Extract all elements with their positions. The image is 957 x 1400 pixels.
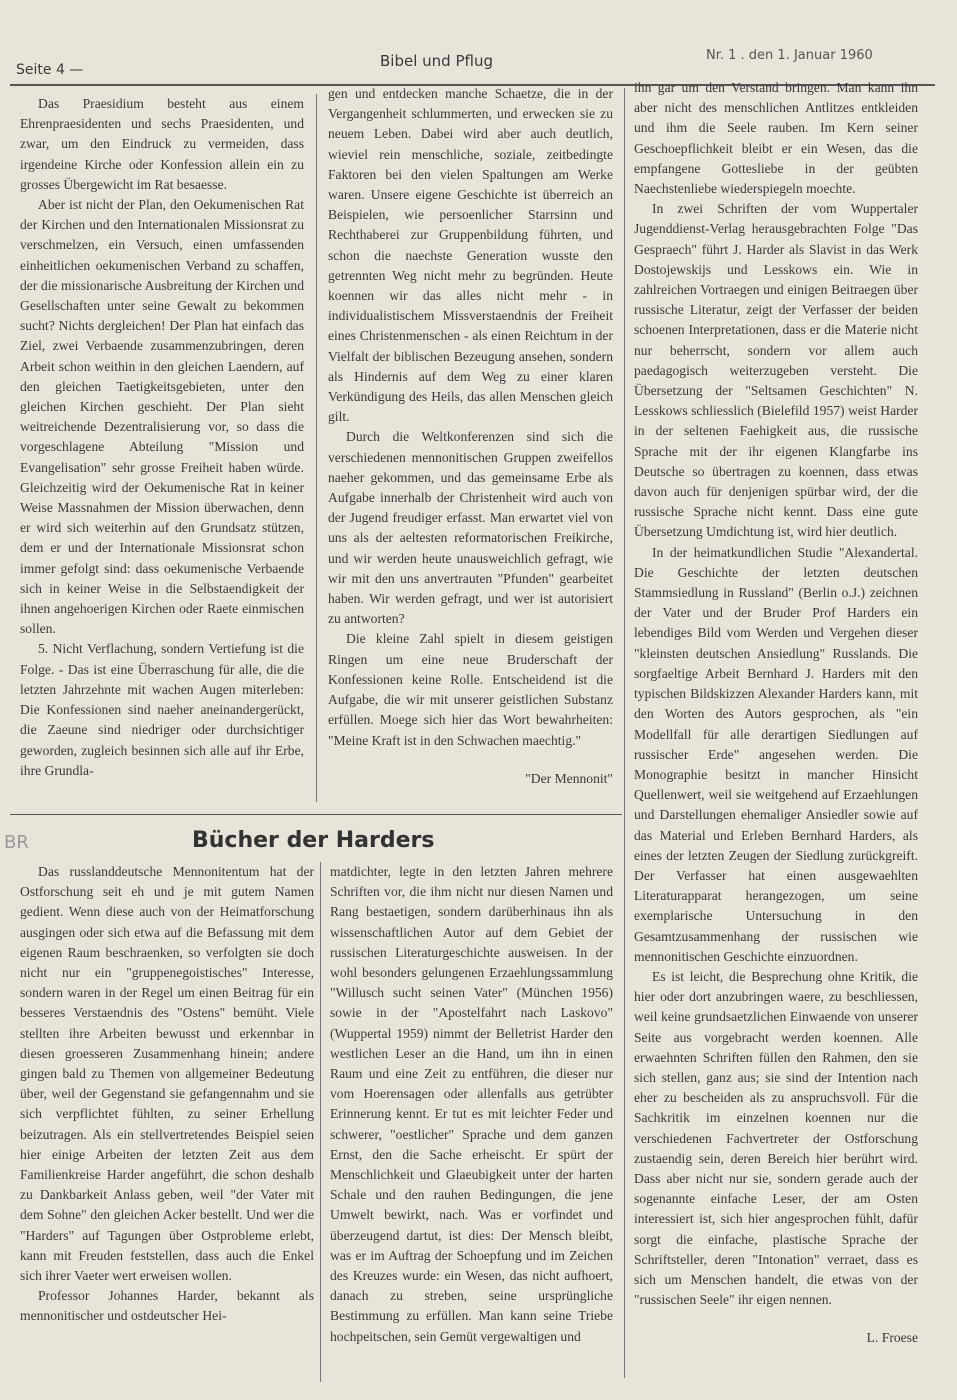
source-credit: "Der Mennonit"	[525, 770, 613, 786]
column-divider	[320, 862, 321, 1382]
top-column-2	[328, 84, 613, 789]
paragraph: ihn gar um den Verstand bringen. Man kann ihn aber nicht des menschlichen Antlitzes entkleiden und ihm die Seele rauben. Im Kern seiner Geschoepflichkeit bleibt er ein Wesen, das die empfangene Gottesliebe in der geübten Naechstenliebe wiederspiegeln moechte.	[634, 80, 918, 197]
section-rule	[10, 814, 622, 815]
paragraph: In der heimatkundlichen Studie "Alexandertal. Die Geschichte der letzten deutschen Stammsiedlung in Russland" (Berlin o.J.) zeichnen der Vater und der Bruder Prof Harders ein lebendiges Bild vom Werden und Vergehen dieser "kleinsten deutschen Ansiedlung" Russlands. Die sorgfaeltige Arbeit Bernhard J. Harders mit den typischen Bildskizzen Alexander Harders kann, mit den Worten des Autors gesprochen, als "ein Modellfall für alle derartigen Siedlungen auf russischer Erde" angesehen werden. Die Monographie besitzt in mancher Hinsicht Quellenwert, weil sie weitgehend auf Erzaehlungen und Darstellungen ehemaliger Ansiedler sowie auf das Material und Erleben Bernhard Harders, als eines der letzten Zeugen der Siedlung zurückgreift. Der Verfasser hat einen ausgewaehlten Literaturapparat herangezogen, um seine exemplarische Untersuchung in den Gesamtzusammenhang der russischen wie mennonitischen Geschichte einzuordnen.	[634, 544, 918, 964]
page-number: Seite 4 —	[16, 62, 84, 78]
author-signature: L. Froese	[866, 1330, 918, 1346]
right-column	[634, 78, 918, 1349]
paragraph: Die kleine Zahl spielt in diesem geistigen Ringen um eine neue Bruderschaft der Konfessionen keine Rolle. Entscheidend ist die Aufgabe, die wir mit unserer geistlichen Substanz erfüllen. Moege sich hier das Wort bewahrheiten: "Meine Kraft ist in den Schwachen maechtig."	[328, 631, 613, 748]
paragraph: Professor Johannes Harder, bekannt als mennonitischer und ostdeutscher Hei-	[20, 1288, 314, 1324]
column-divider	[624, 88, 625, 1378]
article-column-1	[20, 862, 314, 1327]
paragraph: Das Praesidium besteht aus einem Ehrenpraesidenten und sechs Praesidenten, und zwar, um den Eindruck zu vermeiden, dass irgendeine Kirche oder Konfession allein ein zu grosses Übergewicht im Rat besaesse.	[20, 96, 304, 192]
article-column-2	[330, 862, 613, 1347]
publication-title: Bibel und Pflug	[380, 52, 493, 70]
issue-date: Nr. 1 . den 1. Januar 1960	[706, 48, 873, 63]
paragraph: Das russlanddeutsche Mennonitentum hat der Ostforschung seit eh und je mit gutem Namen gedient. Wenn diese auch von der Heimatforschung ausgingen oder sich etwa auf die Befassung mit dem eigenen Raum beschraenken, so verfolgten sie doch nicht nur ein "gruppenegoistisches" Interesse, sondern waren in der Regel um einen Beitrag für ein besseres Verstaendnis des "Ostens" bemüht. Viele stellten ihre Arbeiten bewusst und erkennbar in diesen groesseren Zusammenhang hinein; andere gingen bald zu Themen von allgemeiner Bedeutung über, weil der Gegenstand sie gefangennahm und sie sich verpflichtet fühlten, zu seiner Erhellung beizutragen. Als ein stellvertretendes Beispiel seien hier einige Arbeiten der letzten Zeit aus dem Familienkreise Harder angeführt, die schon deshalb zu Dankbarkeit Anlass geben, weil "der Vater mit dem Sohne" den gleichen Acker bestellt. Und wer die "Harders" auf Tagungen über Ostprobleme erlebt, kann mit Freuden feststellen, dass auch die Enkel sich ihrer Vaeter wert erweisen wollen.	[20, 864, 314, 1284]
paragraph: matdichter, legte in den letzten Jahren mehrere Schriften vor, die ihm nicht nur diesen Namen und Rang bestaetigen, sondern darüberhinaus ihn als wissenschaftlichen Autor auf dem Gebiet der russischen Literaturgeschichte ausweisen. In der wohl besonders gelungenen Erzaehlungssammlung "Willusch sucht seinen Vater" (München 1956) sowie in der "Apostelfahrt nach Laskovo" (Wuppertal 1959) nimmt der Belletrist Harder den westlichen Leser an die Hand, um ihn in einen Raum und eine Zeit zu entführen, die dieser nur vom Hoerensagen oder allenfalls aus getrübter Erinnerung kennt. Er tut es mit leichter Feder und schwerer, "oestlicher" Sprache und dem ganzen Ernst, den die Sache erheischt. Er spürt der Menschlichkeit und Glaeubigkeit unter der harten Schale und den rauhen Bedingungen, die jene Umwelt bewirkt, nach. Was er vorfindet und überzeugend dartut, ist dies: Der Mensch bleibt, was er im Auftrag der Schoepfung und im Zeichen des Kreuzes wurde: ein Wesen, das nicht aufhoert, danach zu streben, seine ursprüngliche Bestimmung zu erfüllen. Man kann seine Triebe hochpeitschen, sein Gemüt vergewaltigen und	[330, 864, 613, 1344]
page-header	[0, 48, 957, 82]
paragraph: Aber ist nicht der Plan, den Oekumenischen Rat der Kirchen und den Internationalen Missionsrat zu verschmelzen, ein Versuch, einen umfassenden einheitlichen oekumenischen Verband zu schaffen, der die missionarische Ausbreitung der Kirchen und Gesellschaften unter seine Gewalt zu bekommen sucht? Nichts dergleichen! Der Plan hat einfach das Ziel, zwei Verbaende zusammenzubringen, deren Arbeit schon weithin in den gleichen Laendern, auf den gleichen Taetigkeitsgebieten, unter den gleichen Kirchen geschieht. Der Plan sieht weitreichende Dezentralisierung vor, so dass die vorgeschlagene Abteilung "Mission und Evangelisation" sehr grosse Freiheit haben würde. Gleichzeitig wird der Oekumenische Rat in keiner Weise Massnahmen der Mission überwachen, denn er wird sich weiterhin auf den Grundsatz stützen, dem er und der Internationale Missionsrat schon immer gefolgt sind: dass oekumenische Verbaende sich in keiner Weise in die Selbstaendigkeit der ihnen angehoerigen Kirchen oder Raete einmischen sollen.	[20, 197, 304, 637]
paragraph: Es ist leicht, die Besprechung ohne Kritik, die hier oder dort anzubringen waere, zu beschliessen, weil keine grundsaetzlichen Einwaende von unserer Seite aus vorgebracht werden koennen. Alle erwaehnten Schriften füllen den Rahmen, den sie sich stellen, ganz aus; sie sind der Intention nach eher zu bescheiden als zu anspruchsvoll. Für die Sachkritik im einzelnen koennen nur die verschiedenen Fachvertreter der Ostforschung zustaendig sein, deren Bereich hier berührt wird. Dass aber nicht nur sie, sondern gerade auch der sogenannte einfache Leser, der am Osten interessiert ist, sich hier angesprochen fühlt, dafür sorgt die einfache, plastische Sprache der Schriftsteller, deren "Intonation" verraet, dass es sich um Menschen handelt, die etwas von der "russischen Seele" ihr eigen nennen.	[634, 968, 918, 1308]
paragraph: gen und entdecken manche Schaetze, die in der Vergangenheit schlummerten, und erwecken sie zu neuem Leben. Dabei wird aber auch deutlich, wieviel rein menschliche, soziale, zeitbedingte Faktoren bei den vielen Spaltungen am Werke waren. Unsere eigene Geschichte ist überreich an Beispielen, wie persoenlicher Starrsinn und Rechthaberei zur Gruppenbildung führten, und schon die naechste Generation wusste den getrennten Weg nicht mehr zu begründen. Heute koennen wir das alles nicht mehr - in individualistischem Missverstaendnis der Freiheit eines Christenmenschen - als einen Reichtum in der Vielfalt der biblischen Bezeugung ansehen, sondern als Hindernis auf dem Weg zu einer klaren Verkündigung des Heils, das allen Menschen gleich gilt.	[328, 86, 613, 425]
margin-annotation: BR	[4, 832, 29, 853]
column-divider	[316, 94, 317, 802]
paragraph: In zwei Schriften der vom Wuppertaler Jugenddienst-Verlag herausgebrachten Folge "Das Gespraech" führt J. Harder als Slavist in das Werk Dostojewskijs und Lesskows ein. Wie in zahlreichen Vortraegen und einigen Beitraegen über russische Literatur, zeigt der Verfasser der beiden schoenen Interpretationen, dass er die Materie nicht nur beherrscht, sondern vor allem auch paedagogisch weiterzugeben versteht. Die Übersetzung der "Seltsamen Geschichten" N. Lesskows schliesslich (Bielefild 1957) weist Harder in der seltenen Faehigkeit aus, die russische Sprache mit der ihr eigenen Klangfarbe ins Deutsche so übertragen zu koennen, dass etwas davon auch für denjenigen spürbar wird, der die russische Sprache nicht kennt. Dass eine gute Übersetzung Umdichtung ist, wird hier deutlich.	[634, 201, 918, 540]
paragraph: Durch die Weltkonferenzen sind sich die verschiedenen mennonitischen Gruppen zweifellos naeher gekommen, und das gemeinsame Erbe als Aufgabe innerhalb der Christenheit wird auch von der Jugend freudiger erfasst. Man erwartet viel von uns als der aeltesten reformatorischen Freikirche, und wir werden heute unausweichlich gefragt, wie wir mit den uns anvertrauten "Pfunden" gearbeitet haben. Wir werden gefragt, und wer ist autorisiert zu antworten?	[328, 429, 613, 627]
paragraph: 5. Nicht Verflachung, sondern Vertiefung ist die Folge. - Das ist eine Überraschung für alle, die die letzten Jahrzehnte mit wachen Augen miterleben: Die Konfessionen sind naeher aneinandergerückt, die Zaeune sind niedriger oder durchsichtiger geworden, zugleich besinnen sich alle auf ihr Erbe, ihre Grundla-	[20, 641, 304, 778]
top-column-1	[20, 94, 304, 781]
article-heading: Bücher der Harders	[192, 828, 435, 853]
